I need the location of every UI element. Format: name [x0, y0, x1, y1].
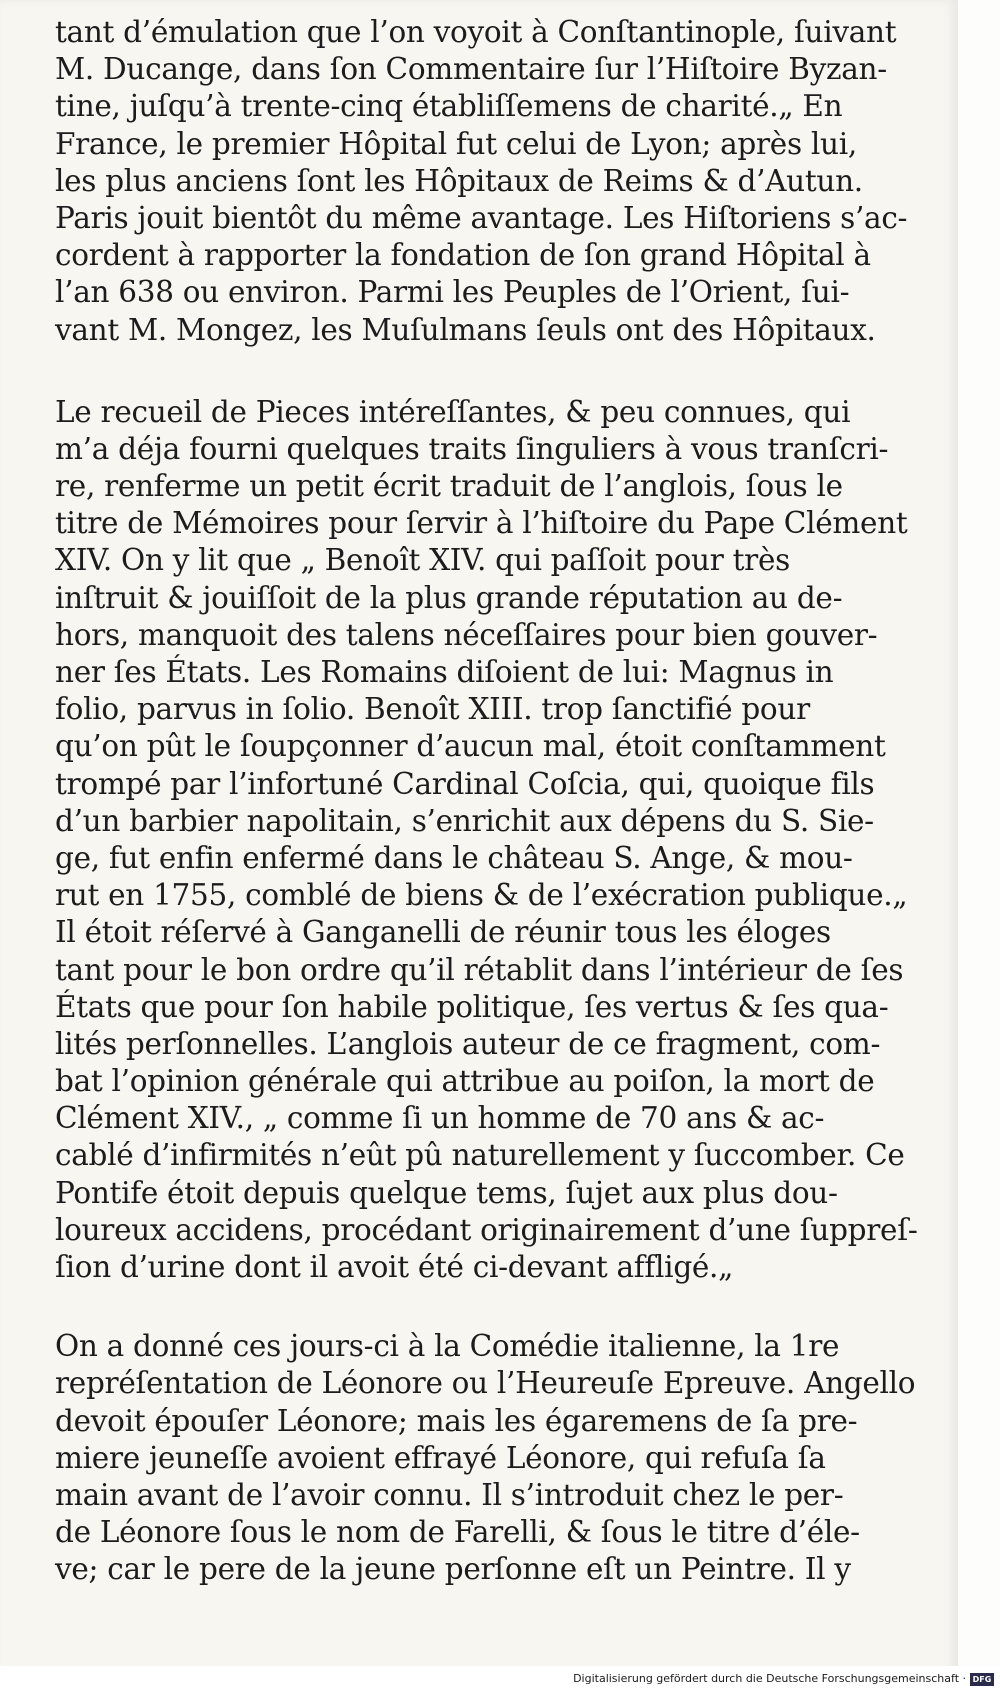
text-line: de Léonore ſous le nom de Farelli, & ſous le titre d’éle- — [55, 1515, 860, 1550]
text-line: bat l’opinion générale qui attribue au poiſon, la mort de — [55, 1064, 875, 1099]
text-line: tant d’émulation que l’on voyoit à Conſtantinople, ſuivant — [55, 15, 897, 49]
paragraph-1 — [55, 14, 955, 349]
text-line: ner ſes États. Les Romains diſoient de lui: Magnus in — [55, 655, 834, 689]
text-line: main avant de l’avoir connu. Il s’introduit chez le per- — [55, 1477, 844, 1512]
text-line: Le recueil de Pieces intéreſſantes, & peu connues, qui — [55, 394, 851, 429]
text-line: trompé par l’infortuné Cardinal Coſcia, qui, quoique fils — [55, 766, 875, 801]
text-line: m’a déja fourni quelques traits ſinguliers à vous tranſcri- — [55, 431, 889, 466]
text-line: cablé d’infirmités n’eût pû naturellement y ſuccomber. Ce — [55, 1138, 905, 1173]
text-line: M. Ducange, dans ſon Commentaire ſur l’Hiſtoire Byzan- — [55, 52, 887, 87]
text-line: miere jeuneſſe avoient effrayé Léonore, qui refuſa ſa — [55, 1440, 826, 1475]
text-line: Clément XIV., „ comme ſi un homme de 70 ans & ac- — [55, 1101, 825, 1136]
text-line: ge, fut enfin enfermé dans le château S. Ange, & mou- — [55, 840, 853, 875]
text-line: Paris jouit bientôt du même avantage. Les Hiſtoriens s’ac- — [55, 200, 908, 235]
text-line: inſtruit & jouiſſoit de la plus grande réputation au de- — [55, 580, 843, 615]
text-line: On a donné ces jours-ci à la Comédie italienne, la 1re — [55, 1329, 840, 1364]
text-line: lités perſonnelles. L’anglois auteur de ce fragment, com- — [55, 1026, 881, 1061]
text-line: XIV. On y lit que „ Benoît XIV. qui paſſoit pour très — [55, 543, 790, 578]
text-line: ve; car le pere de la jeune perſonne eſt un Peintre. Il y — [55, 1552, 851, 1587]
text-body — [55, 14, 955, 1589]
text-line: re, renferme un petit écrit traduit de l’anglois, ſous le — [55, 469, 843, 504]
dfg-logo[interactable]: DFG — [970, 1673, 994, 1686]
text-line: titre de Mémoires pour ſervir à l’hiſtoire du Pape Clément — [55, 506, 908, 541]
text-line: cordent à rapporter la fondation de ſon grand Hôpital à — [55, 238, 871, 273]
text-line: folio, parvus in ſolio. Benoît XIII. trop ſanctifié pour — [55, 692, 810, 727]
text-line: repréſentation de Léonore ou l’Heureuſe Epreuve. Angello — [55, 1366, 916, 1401]
text-line: l’an 638 ou environ. Parmi les Peuples de l’Orient, ſui- — [55, 275, 850, 310]
text-line: les plus anciens ſont les Hôpitaux de Reims & d’Autun. — [55, 163, 863, 198]
text-line: devoit épouſer Léonore; mais les égaremens de ſa pre- — [55, 1403, 858, 1438]
text-line: tant pour le bon ordre qu’il rétablit dans l’intérieur de ſes — [55, 952, 904, 987]
text-line: ſion d’urine dont il avoit été ci-devant affligé.„ — [55, 1250, 734, 1284]
text-line: loureux accidens, procédant originairement d’une ſuppreſ- — [55, 1212, 918, 1247]
paragraph-spacer — [55, 349, 955, 394]
text-line: qu’on pût le ſoupçonner d’aucun mal, étoit conſtamment — [55, 729, 886, 764]
funding-note: Digitalisierung gefördert durch die Deutsche Forschungsgemeinschaft · — [573, 1672, 966, 1685]
text-line: Il étoit réſervé à Ganganelli de réunir tous les éloges — [55, 915, 831, 950]
footer — [0, 1666, 1000, 1690]
paragraph-3 — [55, 1328, 955, 1588]
text-line: tine, juſqu’à trente-cinq établiſſemens de charité.„ En — [55, 89, 843, 124]
paragraph-spacer — [55, 1286, 955, 1328]
text-line: États que pour ſon habile politique, ſes vertus & ſes qua- — [55, 989, 889, 1024]
text-line: vant M. Mongez, les Muſulmans ſeuls ont des Hôpitaux. — [55, 312, 876, 347]
text-line: d’un barbier napolitain, s’enrichit aux dépens du S. Sie- — [55, 803, 874, 838]
text-line: rut en 1755, comblé de biens & de l’exécration publique.„ — [55, 878, 908, 913]
text-line: France, le premier Hôpital fut celui de Lyon; après lui, — [55, 126, 857, 161]
text-line: hors, manquoit des talens néceſſaires pour bien gouver- — [55, 617, 878, 652]
text-line: Pontife étoit depuis quelque tems, ſujet aux plus dou- — [55, 1175, 838, 1210]
paragraph-2 — [55, 394, 955, 1287]
